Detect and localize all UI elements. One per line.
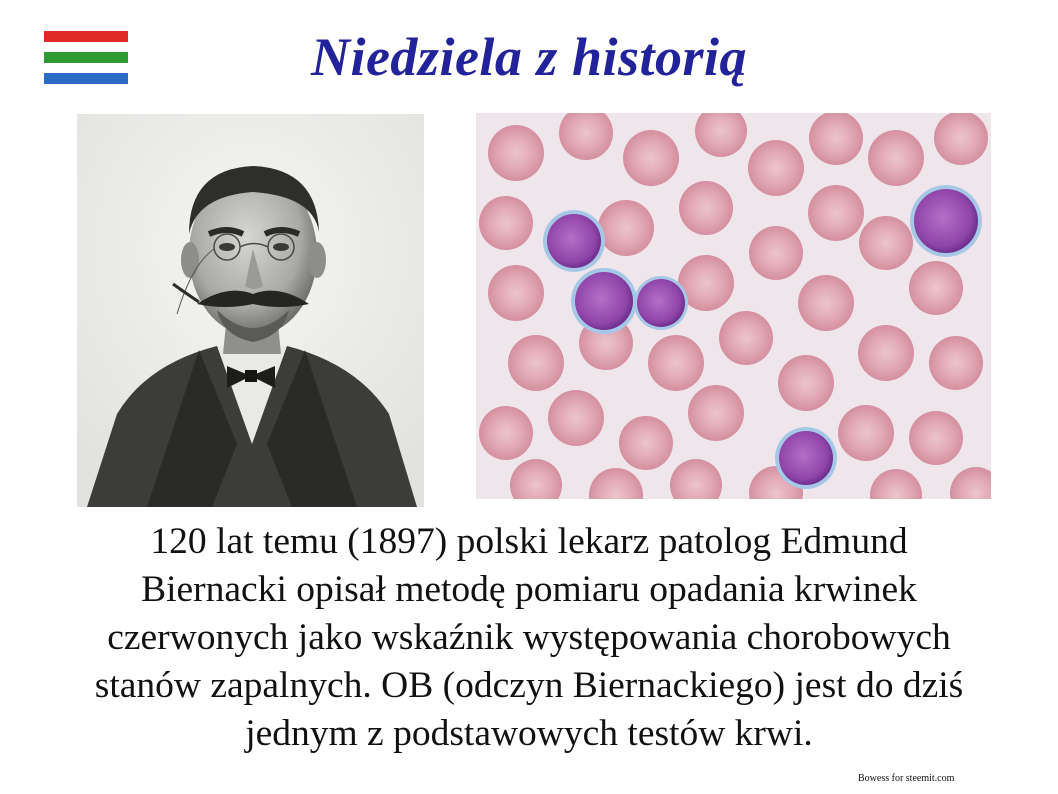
page-title: Niedziela z historią bbox=[310, 27, 748, 87]
portrait-photo bbox=[77, 114, 424, 507]
body-line: Biernacki opisał metodę pomiaru opadania krwinek bbox=[141, 569, 917, 610]
portrait-illustration bbox=[77, 114, 424, 507]
blood-smear-micrograph bbox=[476, 113, 991, 499]
body-line: jednym z podstawowych testów krwi. bbox=[245, 713, 813, 754]
body-line: czerwonych jako wskaźnik występowania chorobowych bbox=[107, 617, 951, 658]
credit-text: Bowess for steemit.com bbox=[858, 773, 955, 784]
body-line: 120 lat temu (1897) polski lekarz patolog Edmund bbox=[150, 521, 908, 562]
body-paragraph bbox=[20, 518, 1038, 758]
blood-smear-illustration bbox=[476, 113, 991, 499]
body-line: stanów zapalnych. OB (odczyn Biernackiego) jest do dziś bbox=[94, 665, 964, 706]
